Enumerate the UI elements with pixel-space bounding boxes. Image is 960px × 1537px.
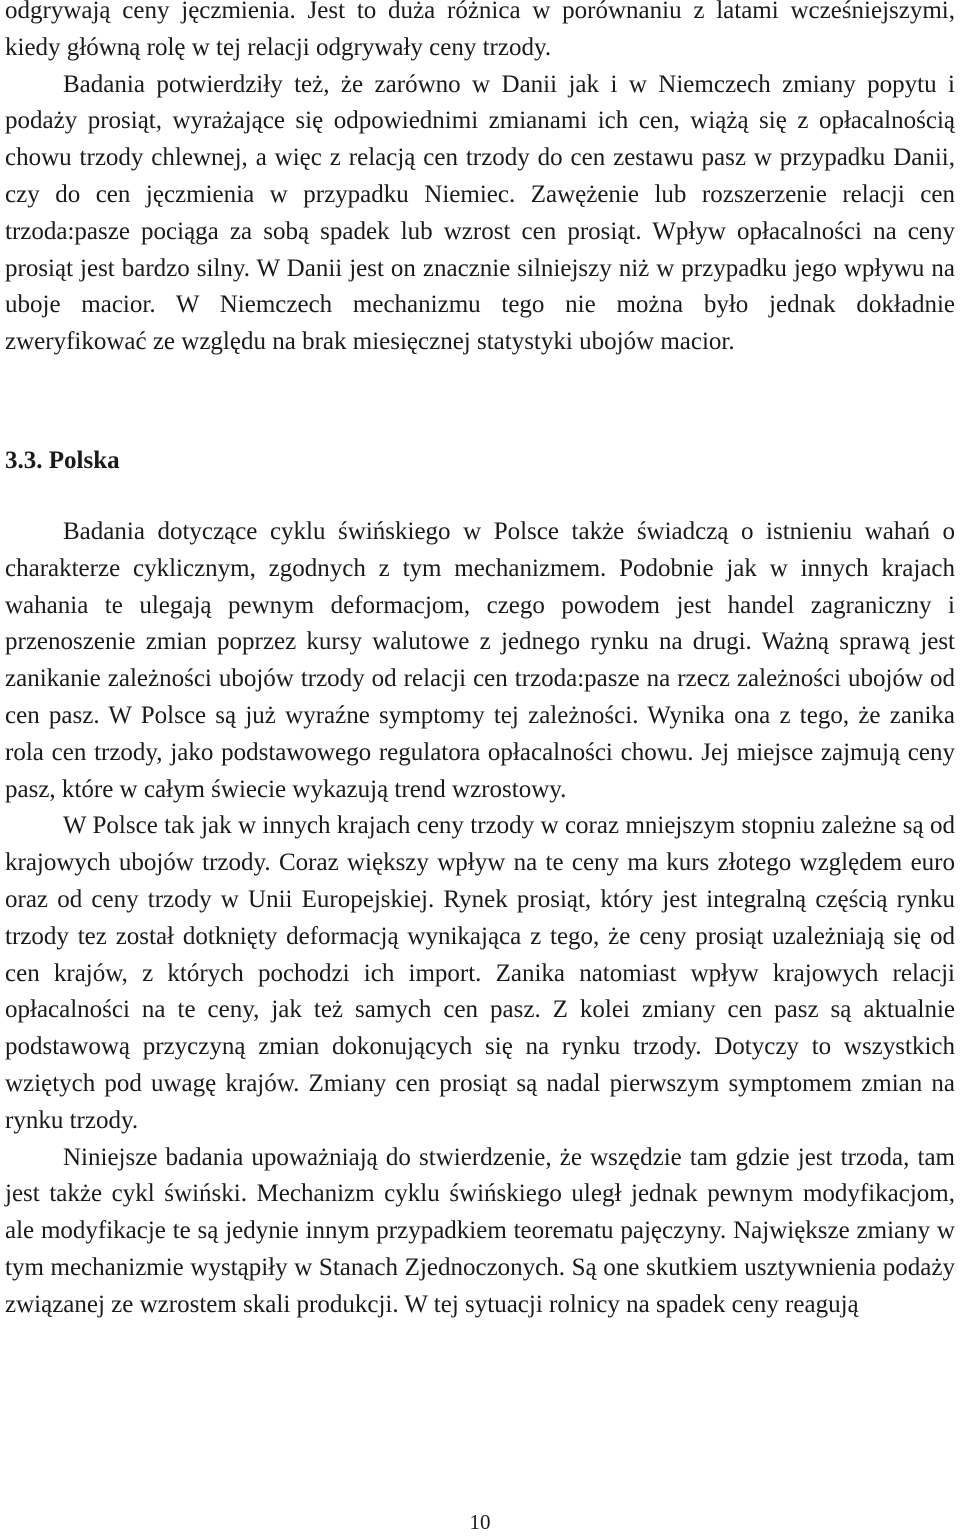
paragraph-poland-cycle: Badania dotyczące cyklu świńskiego w Polsce także świadczą o istnieniu wahań o charakterze cyklicznym, zgodnych z tym mechanizmem. Podobnie jak w innych krajach wahania te ulegają pewnym deformacjom, czego powodem jest handel zagraniczny i przenoszenie zmian poprzez kursy walutowe z jednego rynku na drugi. Ważną sprawą jest zanikanie zależności ubojów trzody od relacji cen trzoda:pasze na rzecz zależności ubojów od cen pasz. W Polsce są już wyraźne symptomy tej zależności. Wynika ona z tego, że zanika rola cen trzody, jako podstawowego regulatora opłacalności chowu. Jej miejsce zajmują ceny pasz, które w całym świecie wykazują trend wzrostowy. [5,518,955,803]
section-text-upper [5,0,955,361]
page-number: 10 [469,1510,491,1534]
section-text-poland [5,514,955,1324]
paragraph-conclusions: Niniejsze badania upoważniają do stwierdzenie, że wszędzie tam gdzie jest trzoda, tam jest także cykl świński. Mechanizm cyklu świńskiego uległ jednak pewnym modyfikacjom, ale modyfikacje te są jedynie innym przypadkiem teorematu pajęczyny. Największe zmiany w tym mechanizmie wystąpiły w Stanach Zjednoczonych. Są one skutkiem usztywnienia podaży związanej ze wzrostem skali produkcji. W tej sytuacji rolnicy na spadek ceny reagują [5,1143,955,1318]
paragraph-denmark-germany: Badania potwierdziły też, że zarówno w Danii jak i w Niemczech zmiany popytu i podaży prosiąt, wyrażające się odpowiednimi zmianami ich cen, wiążą się z opłacalnością chowu trzody chlewnej, a więc z relacją cen trzody do cen zestawu pasz w przypadku Danii, czy do cen jęczmienia w przypadku Niemiec. Zawężenie lub rozszerzenie relacji cen trzoda:pasze pociąga za sobą spadek lub wzrost cen prosiąt. Wpływ opłacalności na ceny prosiąt jest bardzo silny. W Danii jest on znacznie silniejszy niż w przypadku jego wpływu na uboje macior. W Niemczech mechanizmu tego nie można było jednak dokładnie zweryfikować ze względu na brak miesięcznej statystyki ubojów macior. [5,70,955,356]
paragraph-poland-prices: W Polsce tak jak w innych krajach ceny trzody w coraz mniejszym stopniu zależne są od krajowych ubojów trzody. Coraz większy wpływ na te ceny ma kurs złotego względem euro oraz od ceny trzody w Unii Europejskiej. Rynek prosiąt, który jest integralną częścią rynku trzody tez został dotknięty deformacją wynikająca z tego, że ceny prosiąt uzależniają się od cen krajów, z których pochodzi ich import. Zanika natomiast wpływ krajowych relacji opłacalności na te ceny, jak też samych cen pasz. Z kolei zmiany cen pasz są aktualnie podstawową przyczyną zmian dokonujących się na rynku trzody. Dotyczy to wszystkich wziętych pod uwagę krajów. Zmiany cen prosiąt są nadal pierwszym symptomem zmian na rynku trzody. [5,812,955,1134]
section-heading: 3.3. Polska [5,447,120,474]
paragraph-continued: odgrywają ceny jęczmienia. Jest to duża różnica w porównaniu z latami wcześniejszymi, kiedy główną rolę w tej relacji odgrywały ceny trzody. [5,0,955,61]
